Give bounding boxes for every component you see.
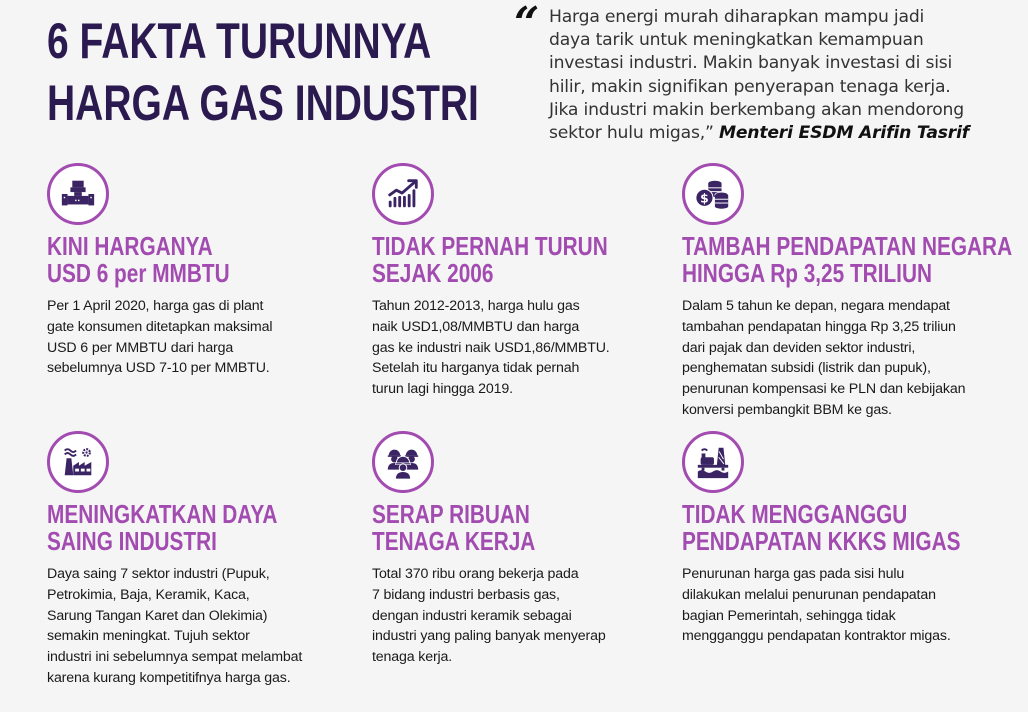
fact-body-line: semakin meningkat. Tujuh sektor (47, 628, 250, 645)
fact-body-line: Petrokimia, Baja, Keramik, Kaca, (47, 586, 250, 603)
quote-text (549, 6, 1019, 145)
fact-body-line: Setelah itu harganya tidak pernah (372, 360, 580, 377)
icon-badge (47, 163, 109, 225)
fact-body-line: konversi pembangkit BBM ke gas. (682, 401, 892, 418)
fact-body-line: tenaga kerja. (372, 649, 453, 666)
icon-badge (682, 163, 744, 225)
fact-body (47, 296, 377, 379)
fact-card-price (47, 163, 377, 379)
offshore-rig-icon (694, 443, 732, 481)
fact-title (682, 231, 1013, 288)
fact-title-line: SERAP RIBUAN (372, 499, 530, 529)
fact-body-line: penurunan kompensasi ke PLN dan kebijakan (682, 381, 966, 398)
fact-body-line: turun lagi hingga 2019. (372, 381, 513, 398)
quote-line: hilir, makin signifikan penyerapan tenaga kerja. (549, 76, 951, 97)
icon-badge (372, 163, 434, 225)
fact-card-competitiveness (47, 431, 377, 689)
icon-badge (372, 431, 434, 493)
fact-title (682, 499, 961, 556)
growth-chart-icon (384, 175, 422, 213)
svg-text:$: $ (700, 191, 709, 206)
fact-body-line: dari pajak dan deviden sektor industri, (682, 339, 916, 356)
coins-icon (694, 175, 732, 213)
title-line: 6 FAKTA TURUNNYA (47, 13, 432, 69)
fact-body (682, 296, 1012, 421)
fact-body (372, 296, 702, 400)
fact-title-line: TIDAK MENGGANGGU (682, 499, 908, 529)
title-line: HARGA GAS INDUSTRI (47, 75, 479, 131)
fact-title (47, 233, 311, 287)
quote-line: Jika industri makin berkembang akan mendorong (549, 99, 964, 120)
fact-body-line: Dalam 5 tahun ke depan, negara mendapat (682, 298, 950, 314)
fact-body-line: tambahan pendapatan hingga Rp 3,25 triliun (682, 318, 956, 335)
fact-title (372, 233, 636, 287)
fact-body (682, 564, 1012, 647)
fact-title (47, 501, 311, 555)
fact-title-line: KINI HARGANYA (47, 231, 213, 261)
fact-body-line: gate konsumen ditetapkan maksimal (47, 318, 273, 335)
fact-title-line: TIDAK PERNAH TURUN (372, 231, 608, 261)
fact-body-line: penghematan subsidi (listrik dan pupuk), (682, 360, 931, 377)
fact-title-line: TAMBAH PENDAPATAN NEGARA (682, 231, 1013, 261)
fact-title-line: SAING INDUSTRI (47, 526, 217, 556)
page-title (47, 10, 479, 134)
fact-body-line: bagian Pemerintah, sehingga tidak (682, 607, 896, 624)
fact-body-line: naik USD1,08/MMBTU dan harga (372, 318, 580, 335)
fact-body-line: Per 1 April 2020, harga gas di plant (47, 298, 264, 314)
fact-body-line: dilakukan melalui penurunan pendapatan (682, 586, 936, 603)
fact-body (47, 564, 377, 689)
fact-title-line: TENAGA KERJA (372, 526, 536, 556)
fact-title-line: HINGGA Rp 3,25 TRILIUN (682, 258, 933, 288)
fact-title-line: PENDAPATAN KKKS MIGAS (682, 526, 961, 556)
fact-body (372, 564, 702, 668)
fact-title-line: MENINGKATKAN DAYA (47, 499, 278, 529)
quote-line: Harga energi murah diharapkan mampu jadi (549, 7, 925, 27)
fact-card-workforce (372, 431, 702, 668)
quote-mark-icon: “ (514, 0, 540, 49)
fact-card-revenue (682, 163, 1012, 421)
fact-body-line: Penurunan harga gas pada sisi hulu (682, 566, 905, 582)
fact-title-line: USD 6 per MMBTU (47, 258, 230, 288)
quote-line: daya tarik untuk meningkatkan kemampuan (549, 30, 924, 51)
quote-line: sektor hulu migas,” (549, 123, 714, 144)
fact-body-line: mengganggu pendapatan kontraktor migas. (682, 628, 951, 645)
pipe-icon (59, 175, 97, 213)
fact-body-line: dengan industri keramik sebagai (372, 607, 572, 624)
fact-body-line: industri ini sebelumnya sempat melambat (47, 649, 303, 666)
quote-last-line (549, 122, 1019, 145)
icon-badge (682, 431, 744, 493)
fact-card-kkks (682, 431, 1012, 647)
fact-body-line: gas ke industri naik USD1,86/MMBTU. (372, 339, 610, 356)
fact-title (372, 501, 636, 555)
fact-body-line: sebelumnya USD 7-10 per MMBTU. (47, 360, 270, 377)
fact-body-line: industri yang paling banyak menyerap (372, 628, 606, 645)
fact-card-history (372, 163, 702, 400)
fact-body-line: Tahun 2012-2013, harga hulu gas (372, 298, 580, 314)
fact-body-line: 7 bidang industri berbasis gas, (372, 586, 560, 603)
quote-author: Menteri ESDM Arifin Tasrif (718, 123, 970, 144)
factory-icon (59, 443, 97, 481)
workers-icon (384, 443, 422, 481)
fact-body-line: USD 6 per MMBTU dari harga (47, 339, 234, 356)
icon-badge (47, 431, 109, 493)
fact-body-line: Total 370 ribu orang bekerja pada (372, 566, 579, 582)
fact-body-line: karena kurang kompetitifnya harga gas. (47, 669, 291, 686)
fact-body-line: Sarung Tangan Karet dan Olekimia) (47, 607, 268, 624)
fact-title-line: SEJAK 2006 (372, 258, 494, 288)
fact-body-line: Daya saing 7 sektor industri (Pupuk, (47, 566, 270, 582)
quote-line: investasi industri. Makin banyak investasi di sisi (549, 53, 953, 74)
